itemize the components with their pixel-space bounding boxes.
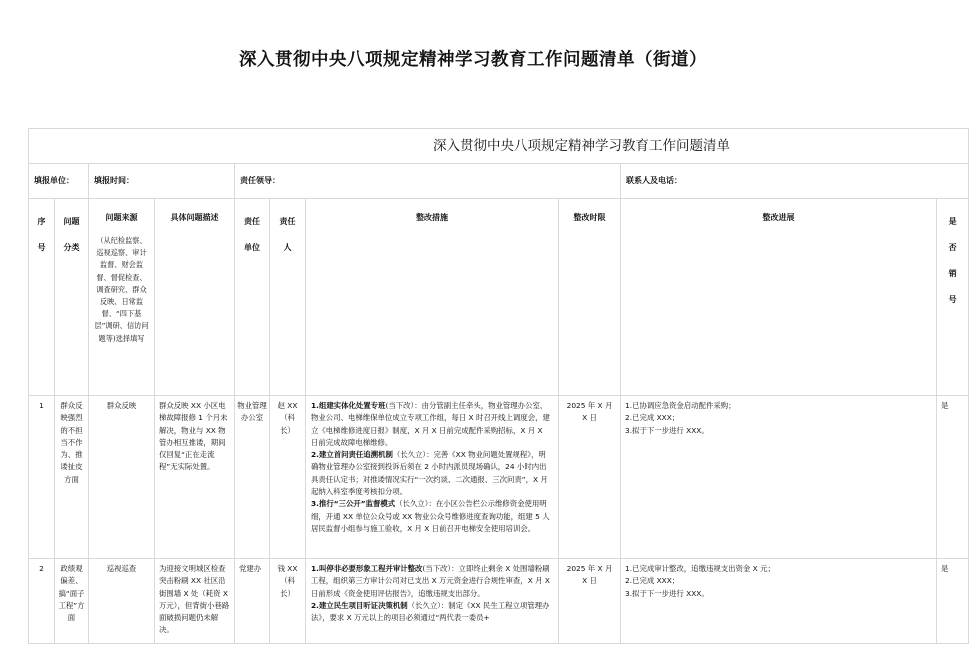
table-row (29, 559, 969, 644)
header-desc: 具体问题描述 (155, 199, 235, 396)
cell-extra: 是 (937, 396, 969, 559)
fill-unit-label: 填报单位： (29, 164, 89, 199)
cell-unit: 物业管理办公室 (235, 396, 270, 559)
cell-extra: 是 (937, 559, 969, 644)
leader-label: 责任领导： (235, 164, 621, 199)
cell-progress: 1.已完成审计整改，追缴违规支出资金 X 元； 2.已完成 XXX； 3.拟于下一步进行 XXX。 (621, 559, 937, 644)
cell-desc: 群众反映 XX 小区电梯故障报修 1 个月未解决，物业与 XX 物管办相互推诿，期间仅回复“正在走流程”无实际处置。 (155, 396, 235, 559)
source-note: （从纪检监察、巡视巡察、审计监督、财会监督、督促检查、调查研究、群众反映、日常监督、“四下基层”调研、信访问题等)选择填写 (94, 236, 149, 343)
header-extra: 是否销号 (937, 199, 969, 396)
header-measures: 整改措施 (306, 199, 559, 396)
header-progress: 整改进展 (621, 199, 937, 396)
fill-time-label: 填报时间： (89, 164, 235, 199)
cell-category: 群众反映强烈的不担当不作为、推诿扯皮方面 (55, 396, 89, 559)
header-deadline: 整改时限 (559, 199, 621, 396)
cell-source: 巡视巡查 (89, 559, 155, 644)
cell-progress: 1.已协调应急资金启动配件采购； 2.已完成 XXX； 3.拟于下一步进行 XXX。 (621, 396, 937, 559)
cell-person: 赵 XX（科长） (270, 396, 306, 559)
cell-source: 群众反映 (89, 396, 155, 559)
contact-label: 联系人及电话： (621, 164, 969, 199)
cell-person: 钱 XX（科长） (270, 559, 306, 644)
problem-list-table (28, 128, 957, 640)
table-title: 深入贯彻中央八项规定精神学习教育工作问题清单 (29, 129, 969, 164)
header-source: 问题来源 （从纪检监察、巡视巡察、审计监督、财会监督、督促检查、调查研究、群众反映、日常监督、“四下基层”调研、信访问题等)选择填写 (89, 199, 155, 396)
header-category: 问题分类 (55, 199, 89, 396)
cell-deadline: 2025 年 X 月 X 日 (559, 396, 621, 559)
cell-seq: 1 (29, 396, 55, 559)
cell-seq: 2 (29, 559, 55, 644)
cell-desc: 为迎接文明城区检查突击粉刷 XX 社区沿街围墙 X 处（耗资 X 万元），但背街小巷路面破损问题仍未解决。 (155, 559, 235, 644)
cell-category: 政绩观偏差、搞“面子工程”方面 (55, 559, 89, 644)
header-person: 责任人 (270, 199, 306, 396)
header-seq: 序号 (29, 199, 55, 396)
cell-deadline: 2025 年 X 月 X 日 (559, 559, 621, 644)
page-title: 深入贯彻中央八项规定精神学习教育工作问题清单（街道） (239, 50, 707, 70)
cell-unit: 党建办 (235, 559, 270, 644)
table-row (29, 396, 969, 559)
header-unit: 责任单位 (235, 199, 270, 396)
cell-measures: 1.叫停非必要形象工程并审计整改(当下改）：立即终止剩余 X 处围墙粉刷工程，组织第三方审计公司对已支出 X 万元资金进行合规性审查，X 月 X 日前形成《资金使用评估报告》，追缴违规支出部分。 2.建立民生项目听证决策机制（长久立）：制定《XX 民生工程立项管理办法》，要求 X 万元以上的项目必须通过“两代表一委员+ (306, 559, 559, 644)
cell-measures: 1.组建实体化处置专班(当下改）：由分管副主任牵头，物业管理办公室、物业公司、电梯维保单位成立专项工作组，每日 X 时召开线上调度会，建立《电梯维修进度日报》制度，X 月 X 日前完成配件采购招标，X 月 X 日前完成故障电梯维修。 2.建立首问责任追溯机制（长久立）：完善《XX 物业问题处置规程》，明确物业管理办公室接到投诉后须在 2 小时内派员现场确认，24 小时内出具责任认定书；对推诿情况实行“一次约谈、二次通报、三次问责”，X 月起纳入科室季度考核扣分项。 3.推行“三公开”监督模式（长久立）：在小区公告栏公示维修资金使用明细，开通 XX 单位公众号或 XX 物业公众号维修进度查询功能，组建 5 人居民监督小组参与施工验收，X 月 X 日前召开电梯安全使用培训会。 (306, 396, 559, 559)
